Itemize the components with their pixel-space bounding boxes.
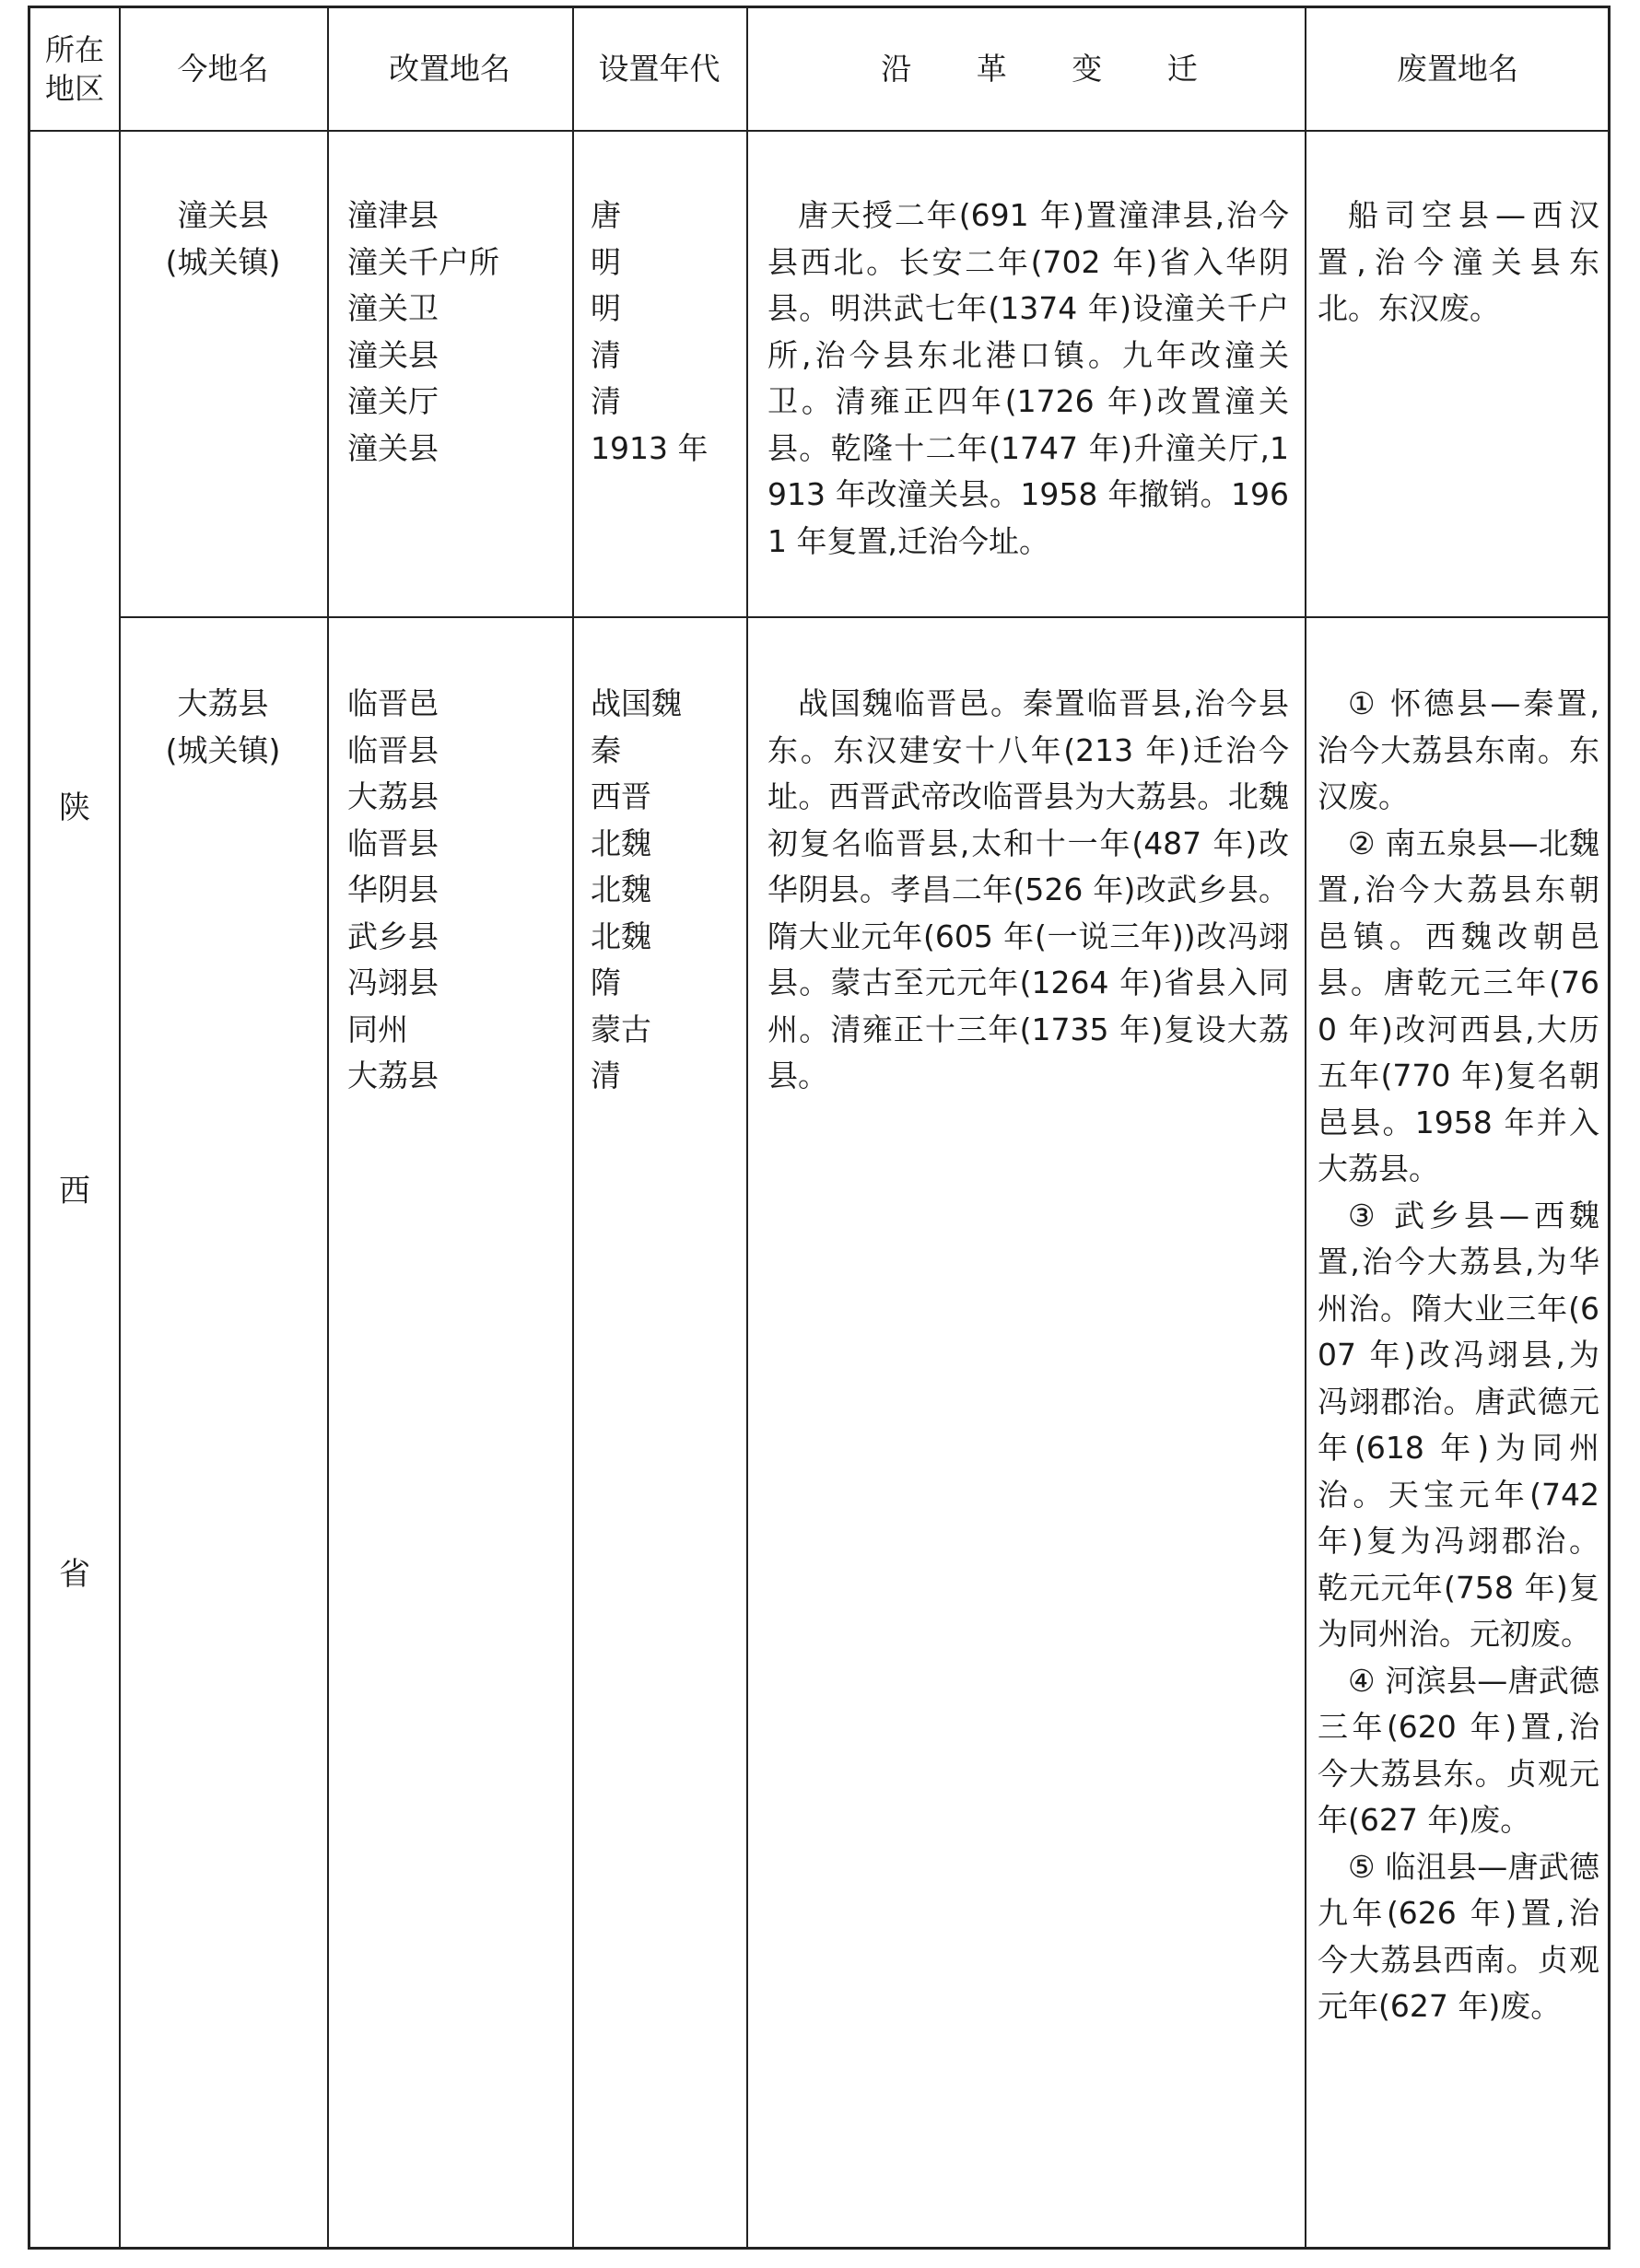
year-item: 明 [591,290,621,326]
column-divider [327,8,329,2247]
row-years-list [591,681,743,1100]
column-divider [119,8,121,2247]
year-item: 西晋 [591,778,651,814]
header-history: 沿 革 变 迁 [881,51,1225,87]
year-item: 北魏 [591,871,651,907]
modern-name-sub: (城关镇) [165,243,281,280]
renamed-item: 冯翊县 [347,964,439,1000]
header-region-line2: 地区 [44,71,104,106]
renamed-item: 潼关厅 [347,383,439,419]
year-item: 清 [591,383,621,419]
row-abolished-list [1318,193,1599,333]
header-divider [30,130,1608,132]
year-item: 唐 [591,197,621,233]
abolished-item: ③ 武乡县—西魏置,治今大荔县,为华州治。隋大业三年(607 年)改冯翊县,为冯翊郡治。唐武德元年(618 年)为同州治。天宝元年(742 年)复为冯翊郡治。乾元元年(758 年)复为同州治。元初废。 [1318,1197,1599,1652]
year-item: 蒙古 [591,1011,651,1047]
renamed-item: 潼关县 [347,336,439,373]
header-modern-name: 今地名 [177,51,269,87]
modern-name: 潼关县 [177,197,269,233]
renamed-item: 临晋邑 [347,685,439,721]
renamed-item: 华阴县 [347,871,439,907]
row-renamed-list [347,681,568,1100]
renamed-item: 大荔县 [347,778,439,814]
header-established: 设置年代 [598,51,720,87]
row-modern-name [119,681,327,774]
modern-name: 大荔县 [177,685,269,721]
year-item: 清 [591,336,621,373]
renamed-item: 潼关千户所 [347,243,499,280]
renamed-item: 潼关卫 [347,290,439,326]
renamed-item: 同州 [347,1011,408,1047]
year-item: 战国魏 [591,685,682,721]
modern-name-sub: (城关镇) [165,731,281,768]
year-item: 1913 年 [591,429,709,466]
abolished-item: ① 怀德县—秦置,治今大荔县东南。东汉废。 [1318,685,1599,814]
renamed-item: 临晋县 [347,731,439,768]
year-item: 北魏 [591,918,651,954]
year-item: 清 [591,1058,621,1093]
column-divider [1305,8,1306,2247]
renamed-item: 大荔县 [347,1058,439,1093]
renamed-item: 武乡县 [347,918,439,954]
region-char: 西 [59,1173,90,1210]
row-divider [119,616,1608,618]
renamed-item: 潼关县 [347,429,439,466]
abolished-item: ② 南五泉县—北魏置,治今大荔县东朝邑镇。西魏改朝邑县。唐乾元三年(760 年)改河西县,大历五年(770 年)复名朝邑县。1958 年并入大荔县。 [1318,824,1599,1187]
row-years-list [591,193,743,472]
abolished-item: 船司空县—西汉置,治今潼关县东北。东汉废。 [1318,197,1599,326]
renamed-item: 临晋县 [347,824,439,861]
region-char: 省 [59,1556,90,1593]
column-divider [746,8,748,2247]
year-item: 明 [591,243,621,280]
column-divider [572,8,574,2247]
year-item: 隋 [591,964,621,1000]
header-abolished: 废置地名 [1397,51,1518,87]
row-modern-name [119,193,327,286]
year-item: 北魏 [591,824,651,861]
historical-place-table [28,6,1611,2250]
header-renamed-name: 改置地名 [389,51,510,87]
header-region [30,8,119,130]
year-item: 秦 [591,731,621,768]
abolished-item: ④ 河滨县—唐武德三年(620 年)置,治今大荔县东。贞观元年(627 年)废。 [1318,1662,1599,1838]
renamed-item: 潼津县 [347,197,439,233]
region-char: 陕 [59,789,90,826]
row-abolished-list [1318,681,1599,2030]
header-region-line1: 所在 [44,32,104,67]
row-history-text: 唐天授二年(691 年)置潼津县,治今县西北。长安二年(702 年)省入华阴县。明洪武七年(1374 年)设潼关千户所,治今县东北港口镇。九年改潼关卫。清雍正四年(1726 年)改置潼关县。乾隆十二年(1747 年)升潼关厅,1913 年改潼关县。1958 年撤销。1961 年复置,迁治今址。 [767,197,1289,559]
row-renamed-list [347,193,568,472]
row-history-text: 战国魏临晋邑。秦置临晋县,治今县东。东汉建安十八年(213 年)迁治今址。西晋武帝改临晋县为大荔县。北魏初复名临晋县,太和十一年(487 年)改华阴县。孝昌二年(526 年)改武乡县。隋大业元年(605 年(一说三年))改冯翊县。蒙古至元元年(1264 年)省县入同州。清雍正十三年(1735 年)复设大荔县。 [767,685,1289,1093]
abolished-item: ⑤ 临沮县—唐武德九年(626 年)置,治今大荔县西南。贞观元年(627 年)废。 [1318,1848,1599,2024]
